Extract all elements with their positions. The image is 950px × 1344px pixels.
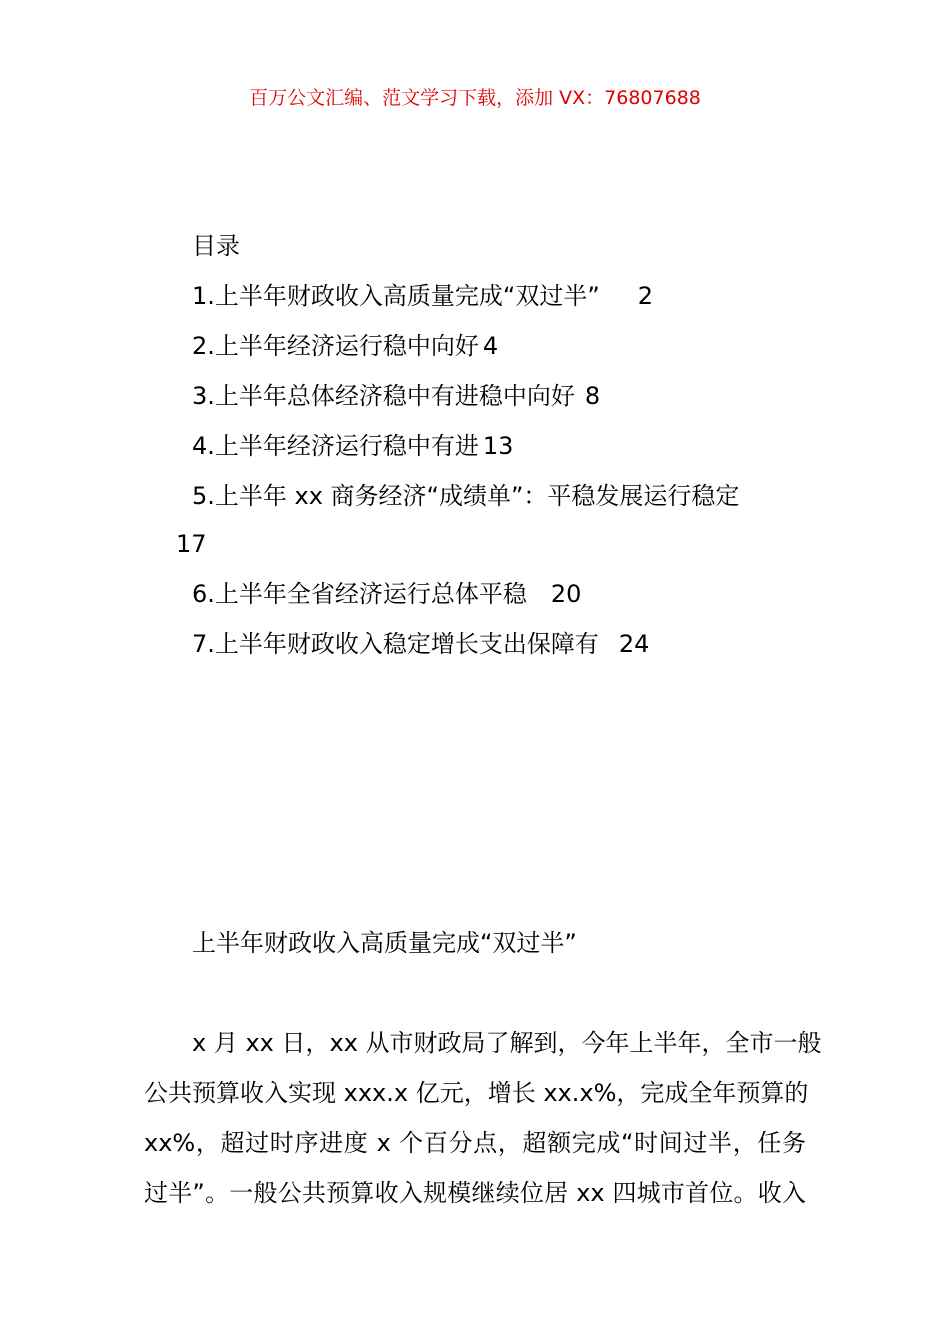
paragraph-line: 过半”。一般公共预算收入规模继续位居 xx 四城市首位。收入 bbox=[144, 1179, 806, 1207]
toc-item bbox=[192, 380, 600, 412]
toc-item-label: 5.上半年 xx 商务经济“成绩单”：平稳发展运行稳定 bbox=[192, 482, 740, 510]
toc-item-page: 8 bbox=[584, 382, 601, 410]
toc-item-label: 2.上半年经济运行稳中向好 bbox=[192, 332, 479, 360]
toc-item-label: 7.上半年财政收入稳定增长支出保障有 bbox=[192, 630, 599, 658]
toc-item bbox=[192, 628, 649, 660]
toc-item-page: 4 bbox=[482, 332, 499, 360]
toc-item-page: 24 bbox=[618, 630, 650, 658]
toc-item bbox=[192, 330, 498, 362]
toc-item bbox=[192, 480, 739, 512]
toc-item-label: 1.上半年财政收入高质量完成“双过半” bbox=[192, 282, 600, 310]
toc-item bbox=[192, 280, 653, 312]
section-title: 上半年财政收入高质量完成“双过半” bbox=[192, 929, 577, 957]
header-banner: 百万公文汇编、范文学习下载，添加 VX：76807688 bbox=[249, 87, 701, 109]
toc-item-label: 4.上半年经济运行稳中有进 bbox=[192, 432, 479, 460]
toc-item-page: 13 bbox=[482, 432, 514, 460]
toc-item bbox=[192, 578, 581, 610]
toc-item-page: 20 bbox=[550, 580, 582, 608]
toc-item bbox=[192, 430, 513, 462]
toc-item-label: 3.上半年总体经济稳中有进稳中向好 bbox=[192, 382, 575, 410]
toc-title: 目录 bbox=[192, 232, 240, 260]
toc-item-page: 17 bbox=[176, 530, 207, 558]
paragraph-line: xx%，超过时序进度 x 个百分点，超额完成“时间过半，任务 bbox=[144, 1129, 806, 1157]
toc-item-page: 2 bbox=[637, 282, 654, 310]
toc-item-label: 6.上半年全省经济运行总体平稳 bbox=[192, 580, 527, 608]
paragraph-line: x 月 xx 日，xx 从市财政局了解到，今年上半年，全市一般 bbox=[192, 1029, 822, 1057]
paragraph-line: 公共预算收入实现 xxx.x 亿元，增长 xx.x%，完成全年预算的 bbox=[144, 1079, 809, 1107]
